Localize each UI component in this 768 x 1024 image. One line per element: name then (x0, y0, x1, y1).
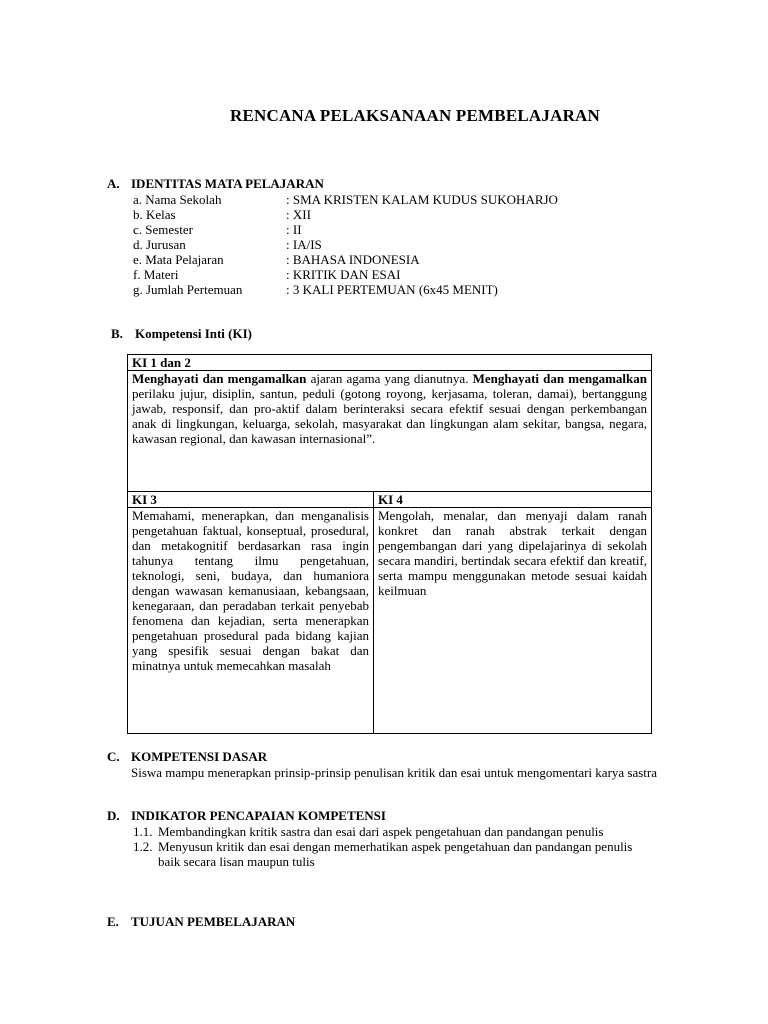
ident-value: : KRITIK DAN ESAI (286, 267, 401, 282)
ident-label: b. Kelas (133, 207, 176, 222)
section-d-letter: D. (107, 808, 120, 823)
ident-row-mata-pelajaran (133, 252, 420, 267)
ki-table (127, 354, 652, 734)
section-e-title: TUJUAN PEMBELAJARAN (131, 914, 296, 929)
ki12-content (128, 371, 652, 492)
indicator-item (133, 824, 708, 839)
ki12-text-1: ajaran agama yang dianutnya. (306, 371, 473, 386)
page-title: RENCANA PELAKSANAAN PEMBELAJARAN (229, 106, 601, 125)
ident-label: a. Nama Sekolah (133, 192, 222, 207)
ki3-content: Memahami, menerapkan, dan menganalisis pengetahuan faktual, konseptual, prosedural, dan metakognitif berdasarkan rasa ingin tahunya tentang ilmu pengetahuan, teknologi, seni, budaya, dan humaniora dengan wawasan kemanusiaan, kebangsaan, kenegaraan, dan peradaban terkait penyebab fenomena dan kejadian, serta menerapkan pengetahuan prosedural pada bidang kajian yang spesifik sesuai dengan bakat dan minatnya untuk memecahkan masalah (128, 508, 374, 734)
ki4-content: Mengolah, menalar, dan menyaji dalam ranah konkret dan ranah abstrak terkait dengan pengembangan dari yang dipelajarinya di sekolah secara mandiri, bertindak secara efektif dan kreatif, serta mampu menggunakan metode sesuai kaidah keilmuan (374, 508, 652, 734)
section-a-letter: A. (107, 176, 120, 191)
section-d-title: INDIKATOR PENCAPAIAN KOMPETENSI (131, 808, 386, 823)
ident-value: : SMA KRISTEN KALAM KUDUS SUKOHARJO (286, 192, 558, 207)
ki4-header: KI 4 (374, 492, 652, 508)
indicator-number: 1.1. (133, 824, 153, 839)
ident-row-materi (133, 267, 400, 282)
ident-label: g. Jumlah Pertemuan (133, 282, 243, 297)
section-d-heading (107, 808, 386, 823)
ident-value: : 3 KALI PERTEMUAN (6x45 MENIT) (286, 282, 498, 297)
indicator-item (133, 839, 708, 869)
section-c-title: KOMPETENSI DASAR (131, 749, 268, 764)
ident-row-jumlah-pertemuan (133, 282, 498, 297)
ident-row-semester (133, 222, 302, 237)
indicator-number: 1.2. (133, 839, 153, 854)
ident-row-nama-sekolah (133, 192, 558, 207)
section-e-heading (107, 914, 295, 929)
indicator-text: Membandingkan kritik sastra dan esai dari aspek pengetahuan dan pandangan penulis (158, 824, 604, 839)
section-a-title: IDENTITAS MATA PELAJARAN (131, 176, 324, 191)
section-b-letter: B. (111, 326, 123, 341)
ident-value: : XII (286, 207, 311, 222)
ident-value: : BAHASA INDONESIA (286, 252, 420, 267)
ki12-header: KI 1 dan 2 (128, 355, 652, 371)
ident-label: f. Materi (133, 267, 179, 282)
ki12-text-2: perilaku jujur, disiplin, santun, peduli (gotong royong, kerjasama, toleran, damai), bertanggung jawab, responsif, dan pro-aktif dalam berinteraksi secara efektif sesuai dengan perkembangan anak di lingkungan, keluarga, sekolah, masyarakat dan lingkungan alam sekitar, bangsa, negara, kawasan regional, dan kawasan internasional”. (132, 386, 648, 446)
indicator-text: Menyusun kritik dan esai dengan memerhatikan aspek pengetahuan dan pandangan penulis (158, 839, 633, 854)
section-b-title: Kompetensi Inti (KI) (135, 326, 252, 341)
ident-label: d. Jurusan (133, 237, 186, 252)
indicator-text-continued: baik secara lisan maupun tulis (158, 854, 315, 869)
kompetensi-dasar-text: Siswa mampu menerapkan prinsip-prinsip penulisan kritik dan esai untuk mengomentari karya sastra (131, 765, 658, 780)
section-a-heading (107, 176, 324, 191)
ident-row-jurusan (133, 237, 322, 252)
ki12-bold-1: Menghayati dan mengamalkan (132, 371, 307, 386)
ident-row-kelas (133, 207, 311, 222)
section-c-heading (107, 749, 267, 764)
ident-value: : II (286, 222, 302, 237)
section-c-letter: C. (107, 749, 120, 764)
ki12-bold-2: Menghayati dan mengamalkan (472, 371, 648, 386)
ki3-header: KI 3 (128, 492, 374, 508)
ident-label: c. Semester (133, 222, 193, 237)
section-b-heading (111, 326, 252, 341)
section-e-letter: E. (107, 914, 119, 929)
ident-value: : IA/IS (286, 237, 322, 252)
ident-label: e. Mata Pelajaran (133, 252, 224, 267)
